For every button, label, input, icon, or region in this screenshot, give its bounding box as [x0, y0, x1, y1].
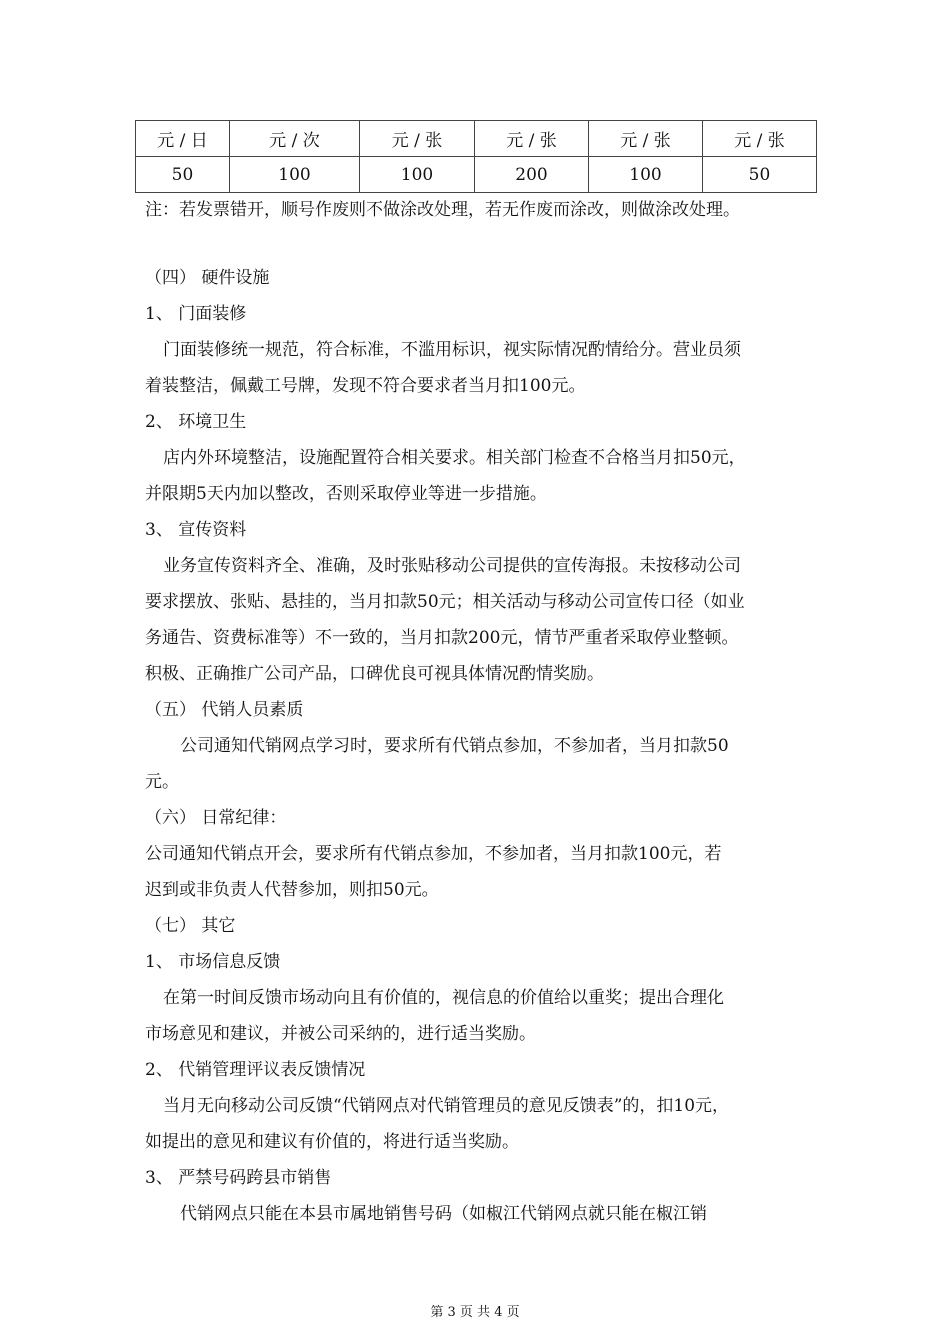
table-note: 注：若发票错开，顺号作废则不做涂改处理，若无作废而涂改，则做涂改处理。: [145, 200, 740, 220]
paragraph-line: 元。: [145, 772, 179, 792]
paragraph-line: 并限期5天内加以整改，否则采取停业等进一步措施。: [145, 484, 547, 504]
table-cell: 元 / 张: [475, 121, 589, 157]
table-cell: 元 / 日: [136, 121, 230, 157]
subsection-heading: 3、 宣传资料: [145, 520, 247, 540]
paragraph-line: 迟到或非负责人代替参加，则扣50元。: [145, 880, 439, 900]
paragraph-line: 店内外环境整洁，设施配置符合相关要求。相关部门检查不合格当月扣50元，: [163, 448, 746, 468]
table-row-units: [136, 121, 817, 157]
fee-table: [135, 120, 817, 193]
page-footer: 第 3 页 共 4 页: [430, 1305, 520, 1320]
table-cell: 100: [360, 157, 475, 193]
paragraph-line: 要求摆放、张贴、悬挂的，当月扣款50元；相关活动与移动公司宣传口径（如业: [145, 592, 745, 612]
paragraph-line: 代销网点只能在本县市属地销售号码（如椒江代销网点就只能在椒江销: [180, 1204, 707, 1224]
table-cell: 元 / 张: [703, 121, 817, 157]
section-heading: （四） 硬件设施: [145, 268, 270, 288]
paragraph-line: 市场意见和建议，并被公司采纳的，进行适当奖励。: [145, 1024, 536, 1044]
table-cell: 50: [703, 157, 817, 193]
section-heading: （七） 其它: [145, 916, 236, 936]
table-cell: 200: [475, 157, 589, 193]
table-cell: 100: [589, 157, 703, 193]
table-cell: 元 / 次: [230, 121, 360, 157]
paragraph-line: 务通告、资费标准等）不一致的，当月扣款200元，情节严重者采取停业整顿。: [145, 628, 739, 648]
table-cell: 50: [136, 157, 230, 193]
table-cell: 元 / 张: [589, 121, 703, 157]
paragraph-line: 公司通知代销点开会，要求所有代销点参加，不参加者，当月扣款100元，若: [145, 844, 722, 864]
paragraph-line: 如提出的意见和建议有价值的，将进行适当奖励。: [145, 1132, 519, 1152]
subsection-heading: 2、 环境卫生: [145, 412, 247, 432]
table-cell: 元 / 张: [360, 121, 475, 157]
paragraph-line: 公司通知代销网点学习时，要求所有代销点参加，不参加者，当月扣款50: [180, 736, 729, 756]
paragraph-line: 着装整洁，佩戴工号牌，发现不符合要求者当月扣100元。: [145, 376, 586, 396]
subsection-heading: 3、 严禁号码跨县市销售: [145, 1168, 332, 1188]
paragraph-line: 当月无向移动公司反馈“代销网点对代销管理员的意见反馈表”的，扣10元，: [163, 1096, 730, 1116]
subsection-heading: 2、 代销管理评议表反馈情况: [145, 1060, 366, 1080]
paragraph-line: 积极、正确推广公司产品，口碑优良可视具体情况酌情奖励。: [145, 664, 604, 684]
section-heading: （六） 日常纪律：: [145, 808, 287, 828]
table-row-values: [136, 157, 817, 193]
section-heading: （五） 代销人员素质: [145, 700, 304, 720]
paragraph-line: 门面装修统一规范，符合标准，不滥用标识，视实际情况酌情给分。营业员须: [163, 340, 741, 360]
table-cell: 100: [230, 157, 360, 193]
paragraph-line: 业务宣传资料齐全、准确，及时张贴移动公司提供的宣传海报。未按移动公司: [163, 556, 741, 576]
subsection-heading: 1、 市场信息反馈: [145, 952, 281, 972]
paragraph-line: 在第一时间反馈市场动向且有价值的，视信息的价值给以重奖；提出合理化: [163, 988, 724, 1008]
subsection-heading: 1、 门面装修: [145, 304, 247, 324]
